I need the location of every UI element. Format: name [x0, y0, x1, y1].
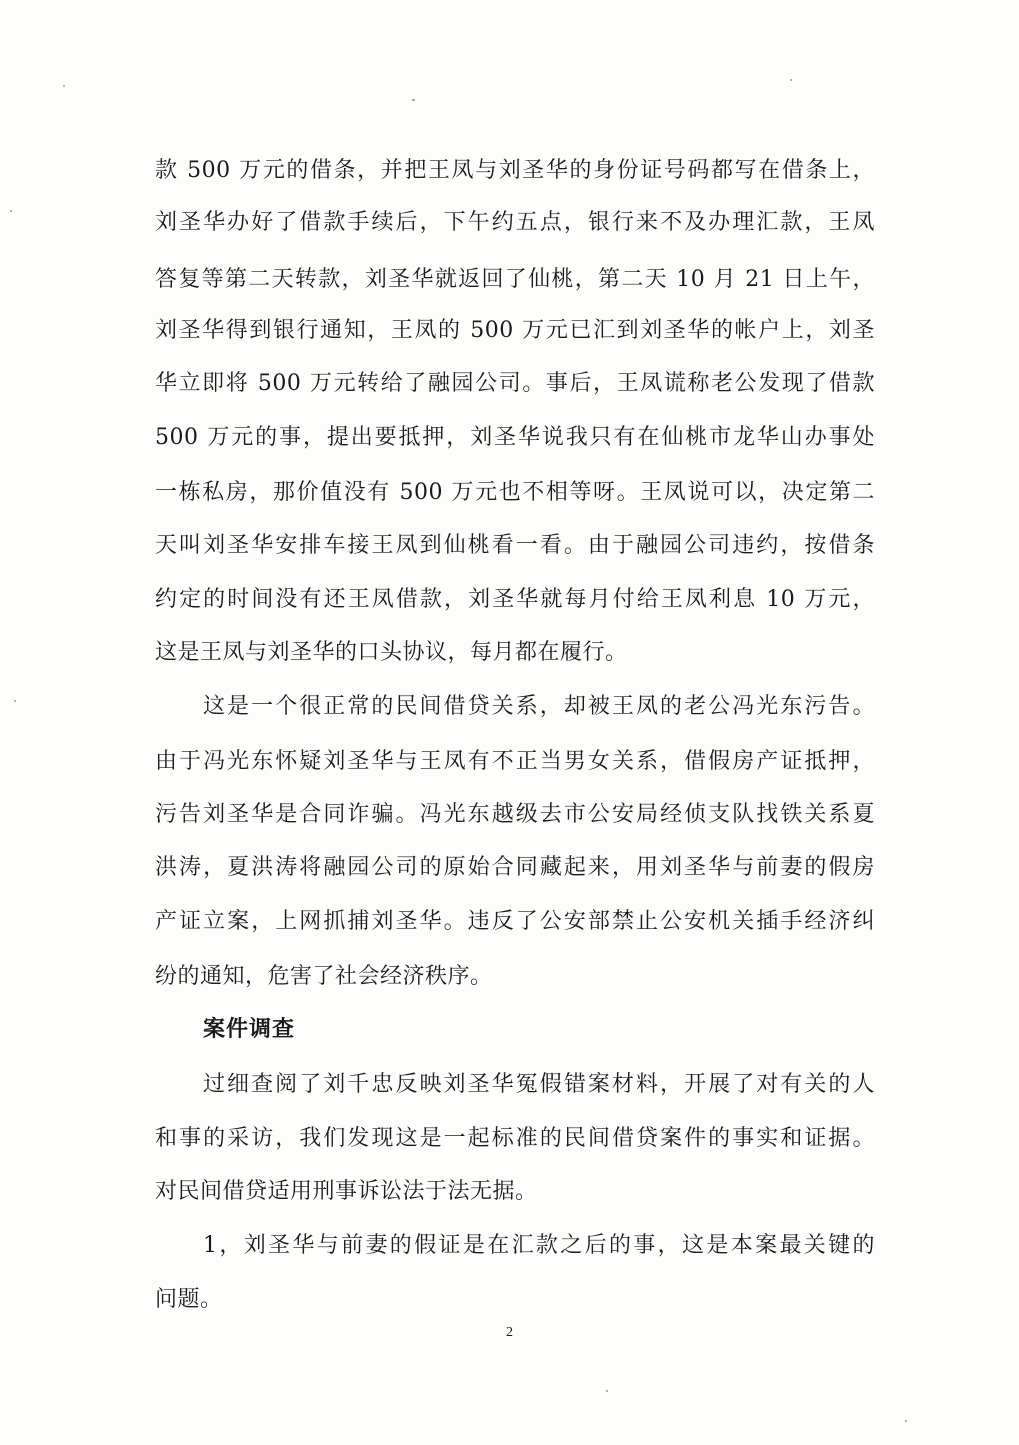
- scan-speck: [606, 1390, 608, 1392]
- scan-speck: [412, 99, 415, 101]
- text-line: 500 万元的事，提出要抵押，刘圣华说我只有在仙桃市龙华山办事处: [155, 425, 875, 450]
- text-line: 污告刘圣华是合同诈骗。冯光东越级去市公安局经侦支队找铁关系夏: [155, 802, 875, 827]
- text-line: 刘圣华得到银行通知，王凤的 500 万元已汇到刘圣华的帐户上，刘圣: [155, 318, 875, 343]
- text-line: 纷的通知，危害了社会经济秩序。: [155, 964, 493, 989]
- scan-speck: [790, 79, 792, 81]
- text-line: 答复等第二天转款，刘圣华就返回了仙桃，第二天 10 月 21 日上午，: [155, 267, 875, 292]
- text-line: 这是一个很正常的民间借贷关系，却被王凤的老公冯光东污告。: [203, 694, 875, 719]
- scan-speck: [10, 210, 12, 212]
- text-line: 一栋私房，那价值没有 500 万元也不相等呀。王凤说可以，决定第二: [155, 480, 875, 505]
- text-line: 刘圣华办好了借款手续后，下午约五点，银行来不及办理汇款，王凤: [155, 210, 875, 235]
- text-line: 这是王凤与刘圣华的口头协议，每月都在履行。: [155, 640, 628, 665]
- text-line: 问题。: [155, 1287, 223, 1312]
- text-line: 对民间借贷适用刑事诉讼法于法无据。: [155, 1179, 538, 1204]
- scan-speck: [14, 700, 16, 702]
- scan-speck: [63, 85, 65, 87]
- text-line: 和事的采访，我们发现这是一起标准的民间借贷案件的事实和证据。: [155, 1126, 875, 1151]
- page-number: 2: [506, 1325, 513, 1340]
- text-line: 洪涛，夏洪涛将融园公司的原始合同藏起来，用刘圣华与前妻的假房: [155, 855, 875, 880]
- text-line: 由于冯光东怀疑刘圣华与王凤有不正当男女关系，借假房产证抵押，: [155, 749, 875, 774]
- text-line: 过细查阅了刘千忠反映刘圣华冤假错案材料，开展了对有关的人: [203, 1072, 875, 1097]
- text-line: 约定的时间没有还王凤借款，刘圣华就每月付给王凤利息 10 万元，: [155, 587, 875, 612]
- text-line: 华立即将 500 万元转给了融园公司。事后，王凤谎称老公发现了借款: [155, 371, 875, 396]
- section-heading: 案件调查: [203, 1017, 296, 1042]
- text-line: 产证立案，上网抓捕刘圣华。违反了公安部禁止公安机关插手经济纠: [155, 909, 875, 934]
- text-line: 1，刘圣华与前妻的假证是在汇款之后的事，这是本案最关键的: [203, 1233, 875, 1258]
- text-line: 款 500 万元的借条，并把王凤与刘圣华的身份证号码都写在借条上，: [155, 158, 875, 183]
- scan-speck: [905, 1420, 907, 1422]
- text-line: 天叫刘圣华安排车接王凤到仙桃看一看。由于融园公司违约，按借条: [155, 533, 875, 558]
